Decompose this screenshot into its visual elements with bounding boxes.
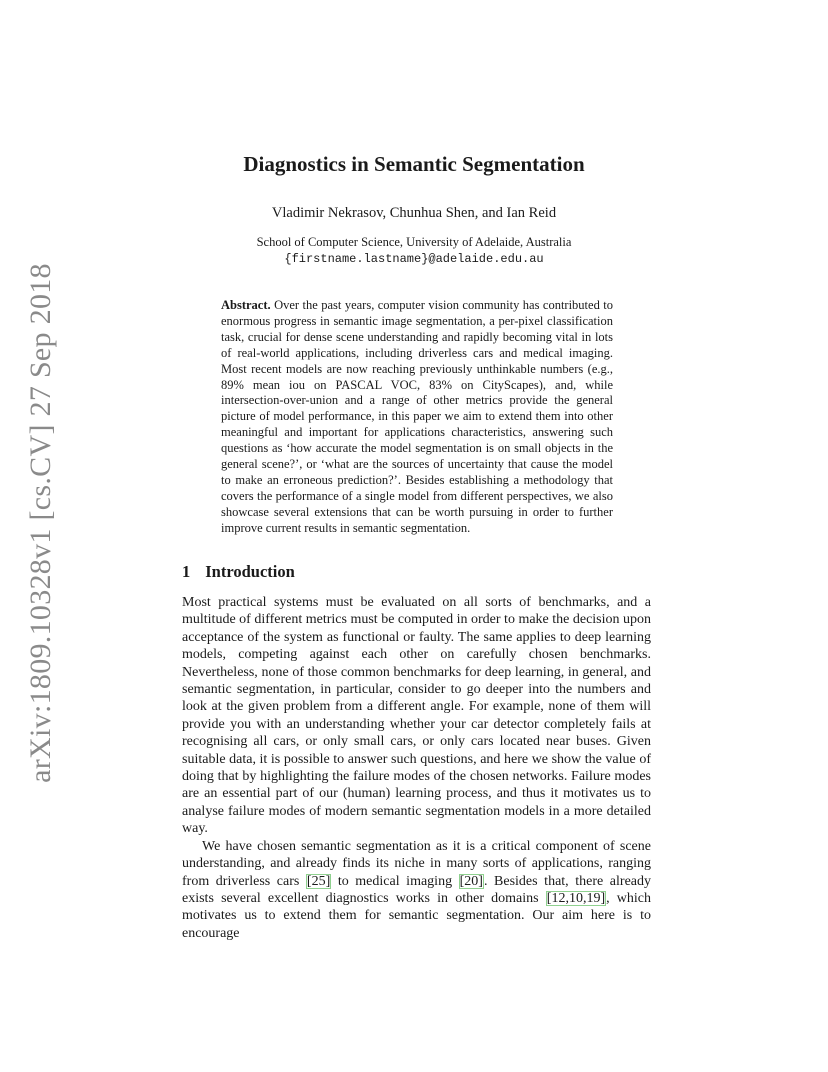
- intro-paragraph-2-part-d: , which motivates us to extend them for semantic segmentation. Our aim here is to encourage: [182, 890, 651, 941]
- section-title: Introduction: [205, 562, 295, 581]
- intro-paragraph-1: Most practical systems must be evaluated on all sorts of benchmarks, and a multitude of different metrics must be computed in order to make the decision upon acceptance of the system as functional or faulty. The same applies to deep learning models, competing against each other on carefully chosen benchmarks. Nevertheless, none of those common benchmarks for deep learning, in general, and semantic segmentation, in particular, consider to go deeper into the numbers and look at the given problem from a different angle. For example, none of them will provide you with an understanding whether your car detector completely fails at recognising all cars, or only small cars, or only cars located near buses. Given suitable data, it is possible to answer such questions, and here we show the value of doing that by highlighting the failure modes of the chosen networks. Failure modes are an essential part of our (human) learning process, and thus it motivates us to analyse failure modes of modern semantic segmentation models in a more detailed way.: [182, 595, 652, 837]
- intro-paragraph-2-part-a: We have chosen semantic segmentation as it is a critical component of scene understanding, and already finds its niche in many sorts of applications, ranging from driverless cars: [182, 838, 651, 889]
- affiliation-text: School of Computer Science, University of Adelaide, Australia: [256, 235, 572, 249]
- abstract: [221, 298, 613, 537]
- section-number: 1: [182, 562, 191, 581]
- intro-paragraph-2: [182, 838, 651, 942]
- introduction-body: [182, 594, 651, 942]
- email-text: {firstname.lastname}@adelaide.edu.au: [284, 252, 544, 266]
- citation-link-12-10-19[interactable]: [12,10,19]: [546, 890, 606, 906]
- intro-paragraph-2-part-c: . Besides that, there already exists several excellent diagnostics works in other domains: [182, 873, 651, 906]
- citation-link-25[interactable]: [25]: [306, 873, 331, 889]
- intro-paragraph-2-part-b: to medical imaging: [331, 873, 459, 889]
- arxiv-stamp-text: arXiv:1809.10328v1 [cs.CV] 27 Sep 2018: [24, 262, 57, 783]
- paper-authors: Vladimir Nekrasov, Chunhua Shen, and Ian Reid: [271, 205, 557, 221]
- arxiv-stamp: [22, 262, 60, 783]
- paper-title: Diagnostics in Semantic Segmentation: [243, 152, 585, 176]
- abstract-text: Over the past years, computer vision community has contributed to enormous progress in semantic image segmentation, a per-pixel classification task, crucial for dense scene understanding and rapidly becoming vital in lots of real-world applications, including driverless cars and medical imaging. Most recent models are now reaching previously unthinkable numbers (e.g., 89% mean iou on PASCAL VOC, 83% on CityScapes), and, while intersection-over-union and a range of other metrics provide the general picture of model performance, in this paper we aim to extend them into other meaningful and important for applications characteristics, answering such questions as ‘how accurate the model segmentation is on small objects in the general scene?’, or ‘what are the sources of uncertainty that cause the model to make an erroneous prediction?’. Besides establishing a methodology that covers the performance of a single model from different perspectives, we also showcase several extensions that can be worth pursuing in order to further improve current results in semantic segmentation.: [221, 298, 613, 535]
- abstract-label: Abstract.: [221, 298, 271, 312]
- paper-affiliation-block: [0, 234, 828, 268]
- section-heading-introduction: [182, 562, 295, 582]
- citation-link-20[interactable]: [20]: [459, 873, 483, 889]
